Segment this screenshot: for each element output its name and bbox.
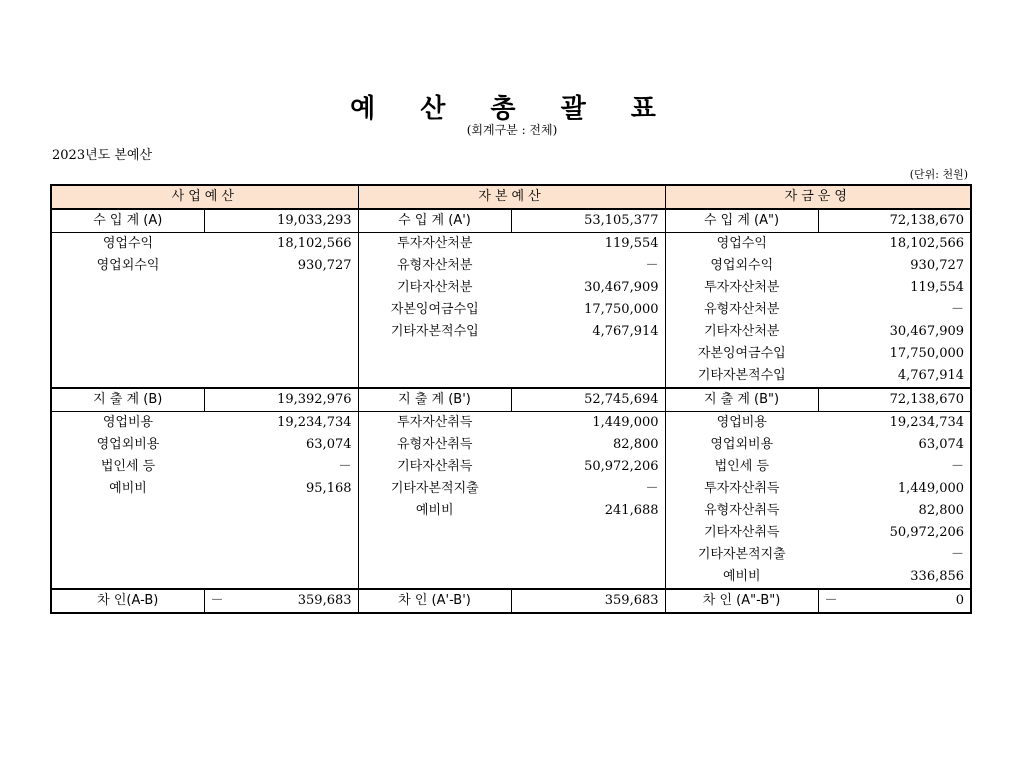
- total-value: 72,138,670: [818, 209, 971, 233]
- difference-amount: 359,683: [604, 593, 659, 608]
- item-label: [51, 299, 204, 321]
- total-value: 19,033,293: [204, 209, 358, 233]
- difference-label: 차 인 (A'-B'): [358, 589, 511, 613]
- item-label: [358, 522, 511, 544]
- item-label: 유형자산처분: [397, 258, 473, 273]
- item-value: 19,234,734: [889, 415, 965, 430]
- item-label: 영업수익: [102, 236, 154, 251]
- income-item-row: [51, 277, 971, 299]
- item-value: [204, 566, 358, 589]
- item-label: [358, 544, 511, 566]
- expense-item-row: [51, 412, 971, 435]
- item-value: －: [511, 478, 665, 500]
- item-value: 82,800: [918, 503, 965, 518]
- item-label: 투자자산취득: [397, 415, 473, 430]
- item-label: 기타자산취득: [397, 459, 473, 474]
- item-label: 영업수익: [716, 236, 767, 251]
- item-value: 4,767,914: [511, 321, 665, 343]
- item-label: 유형자산취득: [397, 437, 473, 452]
- item-value: 119,554: [511, 233, 665, 256]
- item-value: [204, 277, 358, 299]
- item-value: 19,234,734: [204, 412, 358, 435]
- item-value: 241,688: [511, 500, 665, 522]
- item-value: －: [951, 459, 965, 474]
- expense-item-row: [51, 500, 971, 522]
- total-label: 지 출 계 (B): [51, 388, 204, 412]
- item-value: 336,856: [910, 569, 965, 584]
- item-label: 자본잉여금수입: [390, 302, 479, 317]
- item-label: 유형자산취득: [704, 503, 780, 518]
- difference-value: [818, 589, 971, 613]
- item-value: －: [951, 547, 965, 562]
- section-header: 자본예산: [358, 185, 665, 209]
- total-label: 지 출 계 (B"): [665, 388, 818, 412]
- item-value: 1,449,000: [511, 412, 665, 435]
- item-label: 예비비: [722, 569, 761, 584]
- item-label: 예비비: [109, 481, 147, 496]
- income-total-row: [51, 209, 971, 233]
- item-label: 투자자산처분: [704, 280, 780, 295]
- total-label: 수 입 계 (A'): [358, 209, 511, 233]
- item-label: [51, 544, 204, 566]
- item-value: [511, 365, 665, 388]
- income-item-row: [51, 299, 971, 321]
- income-item-row: [51, 321, 971, 343]
- expense-item-row: [51, 522, 971, 544]
- income-item-row: [51, 365, 971, 388]
- item-value: 82,800: [511, 434, 665, 456]
- item-value: 63,074: [918, 437, 965, 452]
- difference-label: 차 인 (A"-B"): [665, 589, 818, 613]
- item-label: 법인세 등: [100, 459, 156, 474]
- item-value: [204, 343, 358, 365]
- item-label: [51, 566, 204, 589]
- item-label: 예비비: [415, 503, 454, 518]
- item-value: 930,727: [204, 255, 358, 277]
- item-label: 영업비용: [716, 415, 767, 430]
- item-label: 기타자산처분: [397, 280, 473, 295]
- item-label: 영업외비용: [710, 437, 774, 452]
- item-value: －: [511, 255, 665, 277]
- item-label: [51, 500, 204, 522]
- income-item-row: [51, 233, 971, 256]
- item-label: 기타자산취득: [704, 525, 780, 540]
- item-value: [511, 522, 665, 544]
- item-value: 18,102,566: [204, 233, 358, 256]
- item-value: －: [951, 302, 965, 317]
- item-label: [358, 343, 511, 365]
- page-title: 예 산 총 괄 표: [350, 94, 674, 124]
- difference-value: [204, 589, 358, 613]
- total-label: 수 입 계 (A"): [665, 209, 818, 233]
- item-label: 유형자산처분: [704, 302, 780, 317]
- item-label: 영업외수익: [710, 258, 774, 273]
- item-label: [51, 522, 204, 544]
- difference-value: [511, 589, 665, 613]
- difference-sign: －: [824, 593, 838, 608]
- item-value: 63,074: [204, 434, 358, 456]
- item-value: 17,750,000: [889, 346, 965, 361]
- expense-item-row: [51, 478, 971, 500]
- item-label: 투자자산처분: [397, 236, 473, 251]
- total-label: 지 출 계 (B'): [358, 388, 511, 412]
- expense-item-row: [51, 566, 971, 589]
- item-value: [204, 522, 358, 544]
- item-label: [51, 277, 204, 299]
- item-label: 기타자본적지출: [697, 547, 786, 562]
- item-label: [358, 365, 511, 388]
- difference-amount: 359,683: [297, 593, 352, 608]
- item-value: [204, 544, 358, 566]
- expense-total-row: [51, 388, 971, 412]
- item-label: 기타자본적수입: [697, 368, 786, 383]
- unit-label: (단위: 천원): [909, 168, 968, 181]
- income-item-row: [51, 255, 971, 277]
- item-label: 영업외비용: [96, 437, 160, 452]
- item-value: [511, 544, 665, 566]
- item-value: [204, 365, 358, 388]
- item-value: 30,467,909: [511, 277, 665, 299]
- item-value: 95,168: [204, 478, 358, 500]
- item-value: 30,467,909: [889, 324, 965, 339]
- difference-row: [51, 589, 971, 613]
- item-value: 18,102,566: [889, 236, 965, 251]
- item-label: [51, 365, 204, 388]
- item-value: [204, 500, 358, 522]
- item-label: 기타자산처분: [704, 324, 780, 339]
- item-label: 기타자본적지출: [390, 481, 479, 496]
- total-value: 19,392,976: [204, 388, 358, 412]
- item-value: 119,554: [910, 280, 965, 295]
- total-value: 53,105,377: [511, 209, 665, 233]
- difference-sign: －: [210, 593, 224, 608]
- expense-item-row: [51, 544, 971, 566]
- total-label: 수 입 계 (A): [51, 209, 204, 233]
- expense-item-row: [51, 434, 971, 456]
- item-label: 자본잉여금수입: [697, 346, 786, 361]
- item-label: 기타자본적수입: [390, 324, 479, 339]
- item-value: 4,767,914: [897, 368, 965, 383]
- total-value: 52,745,694: [511, 388, 665, 412]
- item-value: 17,750,000: [511, 299, 665, 321]
- item-label: 법인세 등: [714, 459, 769, 474]
- header-row: [51, 185, 971, 209]
- item-value: [511, 343, 665, 365]
- item-label: 영업외수익: [96, 258, 160, 273]
- item-value: 930,727: [910, 258, 965, 273]
- section-header: 사업예산: [51, 185, 358, 209]
- item-label: [51, 343, 204, 365]
- item-value: 1,449,000: [897, 481, 965, 496]
- item-label: [358, 566, 511, 589]
- difference-label: 차 인(A-B): [51, 589, 204, 613]
- page-subtitle: (회계구분 : 전체): [466, 123, 558, 137]
- difference-amount: 0: [955, 593, 965, 608]
- item-value: [511, 566, 665, 589]
- budget-summary-table: [50, 184, 972, 614]
- income-item-row: [51, 343, 971, 365]
- item-value: [204, 321, 358, 343]
- item-value: －: [204, 456, 358, 478]
- item-value: 50,972,206: [889, 525, 965, 540]
- expense-item-row: [51, 456, 971, 478]
- total-value: 72,138,670: [818, 388, 971, 412]
- item-value: [204, 299, 358, 321]
- item-value: 50,972,206: [511, 456, 665, 478]
- section-header: 자금운영: [665, 185, 971, 209]
- item-label: 영업비용: [102, 415, 154, 430]
- item-label: [51, 321, 204, 343]
- budget-year-label: 2023년도 본예산: [52, 148, 153, 163]
- item-label: 투자자산취득: [704, 481, 780, 496]
